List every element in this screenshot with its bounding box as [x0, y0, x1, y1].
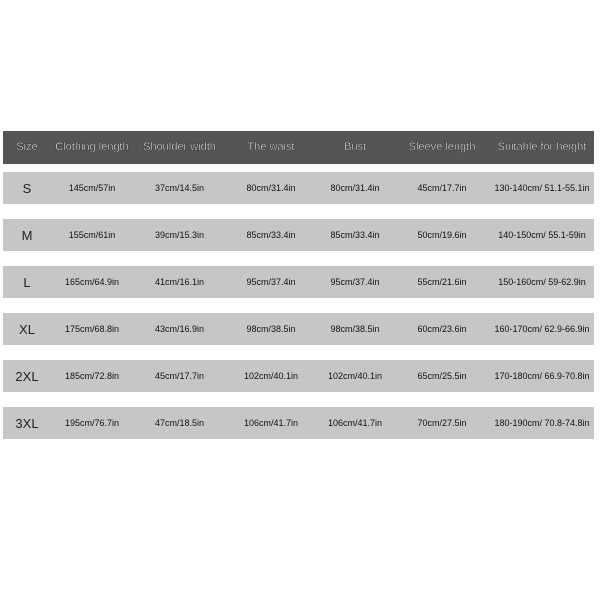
table-row — [3, 360, 594, 392]
sleeve-length-cell: 55cm/21.6in — [417, 276, 467, 287]
size-cell: S — [22, 180, 32, 196]
clothing-length-cell: 165cm/64.9in — [64, 276, 120, 287]
shoulder-width-cell: 45cm/17.7in — [154, 370, 205, 381]
bust-cell: 80cm/31.4in — [330, 182, 380, 193]
table-row — [3, 266, 594, 298]
table-header-row — [3, 131, 594, 164]
table-row — [3, 172, 594, 204]
bust-cell: 98cm/38.5in — [330, 323, 380, 334]
waist-cell: 102cm/40.1in — [243, 370, 299, 381]
clothing-length-cell: 145cm/57in — [68, 182, 116, 193]
header-size: Size — [16, 141, 38, 153]
sleeve-length-cell: 70cm/27.5in — [417, 417, 467, 428]
suitable-height-cell: 180-190cm/ 70.8-74.8in — [494, 417, 590, 428]
suitable-height-cell: 140-150cm/ 55.1-59in — [498, 229, 586, 240]
clothing-length-cell: 175cm/68.8in — [64, 323, 120, 334]
suitable-height-cell: 150-160cm/ 59-62.9in — [498, 276, 586, 287]
waist-cell: 85cm/33.4in — [246, 229, 296, 240]
size-cell: M — [21, 227, 33, 243]
shoulder-width-cell: 39cm/15.3in — [154, 229, 205, 240]
waist-cell: 98cm/38.5in — [246, 323, 296, 334]
table-body — [3, 172, 594, 439]
sleeve-length-cell: 45cm/17.7in — [417, 182, 467, 193]
table-row — [3, 407, 594, 439]
suitable-height-cell: 130-140cm/ 51.1-55.1in — [494, 182, 590, 193]
header-waist: The waist — [247, 141, 295, 153]
waist-cell: 80cm/31.4in — [246, 182, 296, 193]
header-bust: Bust — [343, 141, 366, 153]
shoulder-width-cell: 41cm/16.1in — [154, 276, 205, 287]
bust-cell: 102cm/40.1in — [327, 370, 383, 381]
table-row — [3, 219, 594, 251]
suitable-height-cell: 170-180cm/ 66.9-70.8in — [494, 370, 590, 381]
size-cell: L — [23, 274, 31, 290]
sleeve-length-cell: 65cm/25.5in — [417, 370, 467, 381]
header-suitable-height: Suitable for height — [497, 141, 587, 153]
table-row — [3, 313, 594, 345]
clothing-length-cell: 195cm/76.7in — [64, 417, 120, 428]
waist-cell: 106cm/41.7in — [243, 417, 299, 428]
clothing-length-cell: 155cm/61in — [68, 229, 116, 240]
sleeve-length-cell: 50cm/19.6in — [417, 229, 467, 240]
size-cell: 3XL — [15, 415, 39, 431]
bust-cell: 95cm/37.4in — [330, 276, 380, 287]
bust-cell: 106cm/41.7in — [327, 417, 383, 428]
header-shoulder-width: Shoulder width — [143, 141, 216, 153]
clothing-length-cell: 185cm/72.8in — [64, 370, 120, 381]
size-cell: 2XL — [15, 368, 39, 384]
bust-cell: 85cm/33.4in — [330, 229, 380, 240]
shoulder-width-cell: 37cm/14.5in — [154, 182, 205, 193]
waist-cell: 95cm/37.4in — [246, 276, 296, 287]
header-clothing-length: Clothing length — [55, 141, 129, 153]
shoulder-width-cell: 47cm/18.5in — [154, 417, 205, 428]
sleeve-length-cell: 60cm/23.6in — [417, 323, 467, 334]
size-cell: XL — [19, 321, 35, 337]
header-sleeve-length: Sleeve length — [408, 141, 476, 153]
shoulder-width-cell: 43cm/16.9in — [154, 323, 205, 334]
suitable-height-cell: 160-170cm/ 62.9-66.9in — [494, 323, 590, 334]
size-chart-table — [3, 131, 594, 454]
